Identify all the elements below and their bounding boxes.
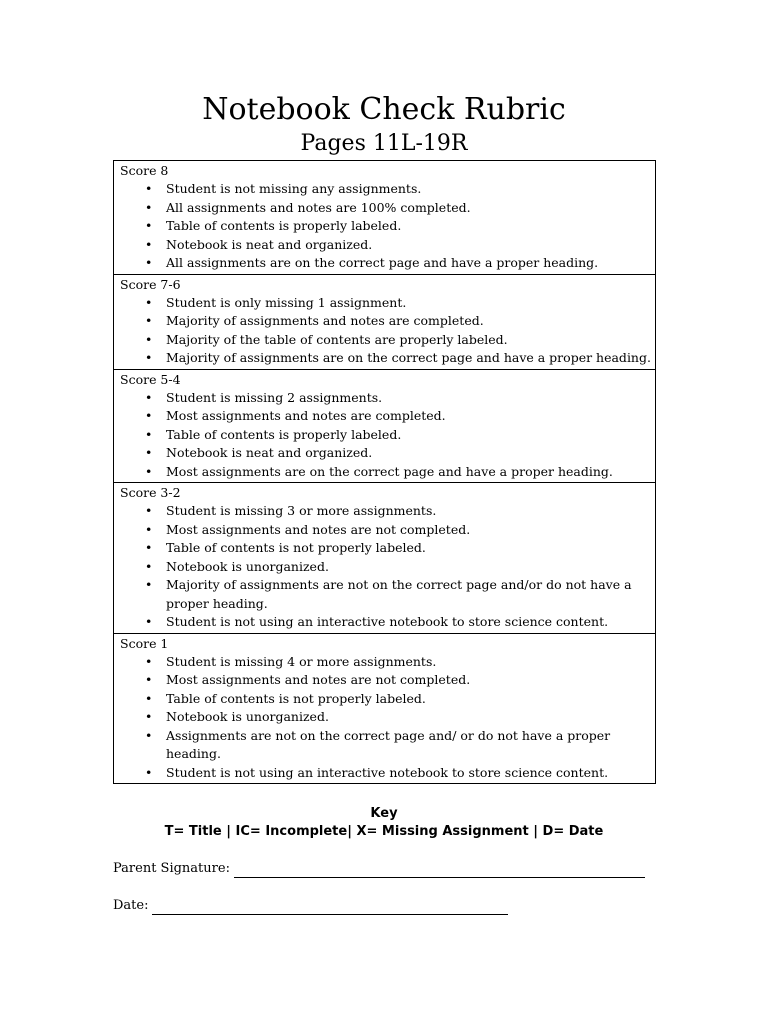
document-subtitle: Pages 11L-19R xyxy=(300,131,468,156)
rubric-table xyxy=(113,160,656,784)
criteria-item: • Most assignments and notes are completed. xyxy=(166,407,651,426)
document-title: Notebook Check Rubric xyxy=(202,92,566,127)
criteria-item: • Assignments are not on the correct page and/ or do not have a proper heading. xyxy=(166,727,651,764)
rubric-row xyxy=(114,633,656,784)
criteria-item: • Most assignments and notes are not completed. xyxy=(166,521,651,540)
rubric-cell xyxy=(114,633,656,784)
score-label: Score 8 xyxy=(120,163,169,178)
criteria-item: • Student is missing 2 assignments. xyxy=(166,389,651,408)
rubric-cell xyxy=(114,274,656,369)
date-line[interactable] xyxy=(152,900,508,915)
criteria-item: • Majority of assignments and notes are completed. xyxy=(166,312,651,331)
criteria-item: • Notebook is unorganized. xyxy=(166,708,651,727)
rubric-row xyxy=(114,369,656,483)
criteria-item: • Majority of assignments are on the correct page and have a proper heading. xyxy=(166,349,651,368)
rubric-row xyxy=(114,161,656,275)
rubric-cell xyxy=(114,483,656,634)
score-label: Score 5-4 xyxy=(120,371,181,387)
parent-signature-label: Parent Signature: xyxy=(113,861,230,876)
score-label: Score 7-6 xyxy=(120,276,181,292)
criteria-item: • Majority of the table of contents are properly labeled. xyxy=(166,331,651,350)
criteria-item: • Table of contents is not properly labeled. xyxy=(166,539,651,558)
date-label: Date: xyxy=(113,898,149,913)
criteria-item: • Most assignments are on the correct page and have a proper heading. xyxy=(166,463,651,482)
criteria-item: • Student is missing 3 or more assignments. xyxy=(166,502,651,521)
criteria-item: • Student is only missing 1 assignment. xyxy=(166,294,651,313)
criteria-list xyxy=(120,653,651,783)
criteria-item: • Majority of assignments are not on the correct page and/or do not have a proper heading. xyxy=(166,576,651,613)
criteria-item: • Student is not missing any assignments. xyxy=(166,180,651,199)
criteria-item: • Student is missing 4 or more assignments. xyxy=(166,653,651,672)
criteria-list xyxy=(120,294,651,368)
rubric-row xyxy=(114,274,656,369)
criteria-item: • Notebook is neat and organized. xyxy=(166,236,651,255)
criteria-item: • Table of contents is properly labeled. xyxy=(166,217,651,236)
criteria-list xyxy=(120,389,651,482)
key-legend: T= Title | IC= Incomplete| X= Missing Assignment | D= Date xyxy=(164,824,604,839)
criteria-list xyxy=(120,180,651,273)
rubric-cell xyxy=(114,369,656,483)
key-heading: Key xyxy=(370,806,398,821)
criteria-list xyxy=(120,502,651,632)
rubric-row xyxy=(114,483,656,634)
criteria-item: • Notebook is unorganized. xyxy=(166,558,651,577)
criteria-item: • Student is not using an interactive notebook to store science content. xyxy=(166,613,651,632)
date-row xyxy=(113,897,508,915)
parent-signature-row xyxy=(113,860,645,878)
criteria-item: • Student is not using an interactive notebook to store science content. xyxy=(166,764,651,783)
criteria-item: • All assignments and notes are 100% completed. xyxy=(166,199,651,218)
criteria-item: • All assignments are on the correct page and have a proper heading. xyxy=(166,254,651,273)
criteria-item: • Most assignments and notes are not completed. xyxy=(166,671,651,690)
score-label: Score 3-2 xyxy=(120,485,181,500)
parent-signature-line[interactable] xyxy=(234,863,645,878)
rubric-cell xyxy=(114,161,656,275)
score-label: Score 1 xyxy=(120,635,169,651)
criteria-item: • Table of contents is not properly labeled. xyxy=(166,690,651,709)
criteria-item: • Notebook is neat and organized. xyxy=(166,444,651,463)
criteria-item: • Table of contents is properly labeled. xyxy=(166,426,651,445)
